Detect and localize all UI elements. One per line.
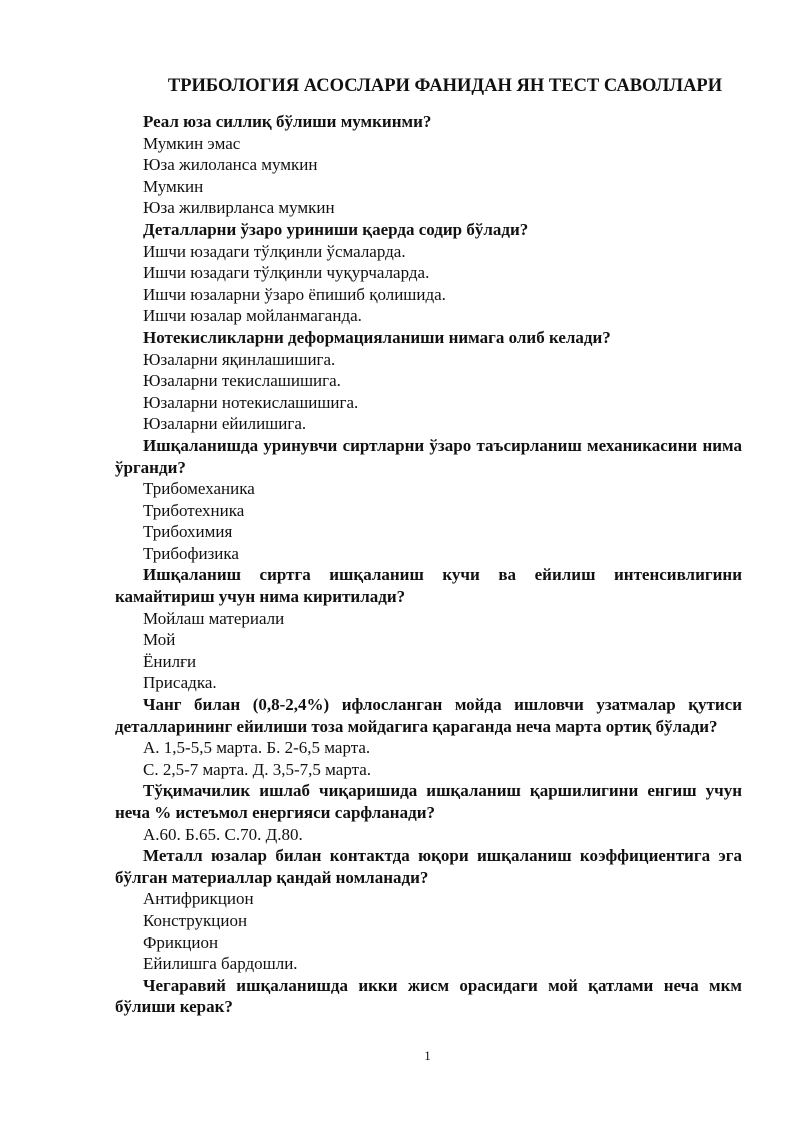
answer-option: Антифрикцион <box>143 889 254 909</box>
answer-option: Ишчи юзаларни ўзаро ёпишиб қолишида. <box>143 284 446 304</box>
answer-option: А. 1,5-5,5 марта. Б. 2-6,5 марта. <box>143 738 371 758</box>
answer-option: Триботехника <box>143 500 245 520</box>
question-text: Реал юза силлиқ бўлиши мумкинми? <box>143 112 432 131</box>
page-number: 1 <box>424 1048 431 1063</box>
answer-option: Ёнилғи <box>143 651 197 671</box>
answer-option: Присадка. <box>143 673 217 693</box>
question-text: Металл юзалар билан контактда юқори ишқаланиш коэффициентига эга бўлган материаллар қандай номланади? <box>115 846 742 887</box>
question-list <box>115 111 742 1018</box>
question-text: Ишқаланиш сиртга ишқаланиш кучи ва ейилиш интенсивлигини камайтириш учун нима киритилади? <box>115 565 742 607</box>
document-title: ТРИБОЛОГИЯ АСОСЛАРИ ФАНИДАН ЯН ТЕСТ САВОЛЛАРИ <box>167 76 723 96</box>
answer-option: С. 2,5-7 марта. Д. 3,5-7,5 марта. <box>143 759 372 779</box>
answer-option: Трибомеханика <box>143 479 255 499</box>
question-text: Чанг билан (0,8-2,4%) ифлосланган мойда ишловчи узатмалар қутиси деталларининг ейилиши тоза мойдагига қараганда неча марта ортиқ бўлади? <box>115 695 742 736</box>
answer-option: Ишчи юзадаги тўлқинли ўсмаларда. <box>143 241 406 261</box>
answer-option: Юза жилвирланса мумкин <box>143 198 335 218</box>
question-text: Чегаравий ишқаланишда икки жисм орасидаги мой қатлами неча мкм бўлиши керак? <box>115 975 742 1017</box>
answer-option: Юзаларни нотекислашишига. <box>143 392 359 412</box>
question-text: Нотекисликларни деформацияланиши нимага олиб келади? <box>143 327 611 347</box>
answer-option: Трибофизика <box>143 543 239 563</box>
answer-option: Мумкин <box>143 176 204 196</box>
answer-option: Юзаларни текислашишига. <box>143 371 341 391</box>
question-text: Ишқаланишда уринувчи сиртларни ўзаро таъсирланиш механикасини нима ўрганди? <box>115 435 742 477</box>
answer-option: Трибохимия <box>143 522 233 542</box>
answer-option: Ейилишга бардошли. <box>143 954 298 974</box>
answer-option: Ишчи юзадаги тўлқинли чуқурчаларда. <box>143 263 430 283</box>
answer-option: Мойлаш материали <box>143 608 285 628</box>
answer-option: Мумкин эмас <box>143 133 241 153</box>
answer-option: Мой <box>143 630 176 650</box>
question-text: Тўқимачилик ишлаб чиқаришида ишқаланиш қаршилигини енгиш учун неча % истеъмол енергияси сарфланади? <box>115 781 742 822</box>
question-text: Деталларни ўзаро уриниши қаерда содир бўлади? <box>143 219 529 239</box>
answer-option: Юзаларни ейилишига. <box>143 414 307 434</box>
answer-option: Юзаларни яқинлашишига. <box>143 349 336 369</box>
answer-option: Фрикцион <box>143 932 219 952</box>
answer-option: А.60. Б.65. С.70. Д.80. <box>143 824 303 844</box>
answer-option: Конструкцион <box>143 910 248 930</box>
answer-option: Юза жилоланса мумкин <box>143 155 318 175</box>
answer-option: Ишчи юзалар мойланмаганда. <box>143 306 362 326</box>
